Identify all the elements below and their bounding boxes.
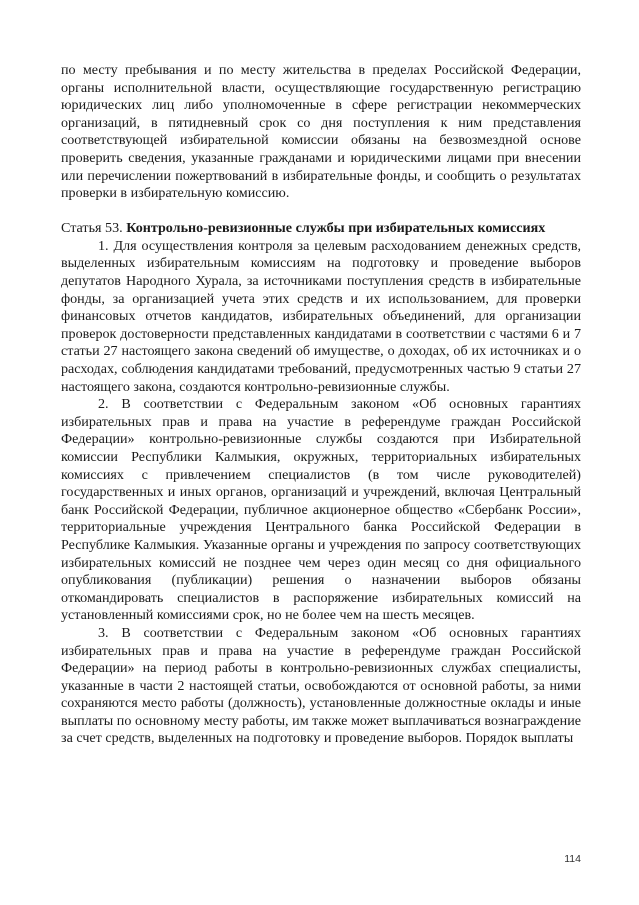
paragraph-1: 1. Для осуществления контроля за целевым расходованием денежных средств, выделенных избирательным комиссиям на подготовку и проведение выборов депутатов Народного Хурала, за источниками поступления средств в избирательные фонды, за организацией учета этих средств и их использованием, для проверки финансовых отчетов кандидатов, избирательных объединений, для организации проверок достоверности представленных кандидатами в соответствии с частями 6 и 7 статьи 27 настоящего закона сведений об имуществе, о доходах, об их источниках и о расходах, соблюдения кандидатами требований, предусмотренных частью 9 статьи 27 настоящего закона, создаются контрольно-ревизионные службы. xyxy=(61,237,581,395)
document-page xyxy=(61,62,581,748)
article-number: Статья 53. xyxy=(61,220,123,237)
intro-paragraph: по месту пребывания и по месту жительства в пределах Российской Федерации, органы исполнительной власти, осуществляющие государственную регистрацию юридических лиц либо уполномоченные в сфере регистрации некоммерческих организаций, в пятидневный срок со дня поступления к ним представления соответствующей избирательной комиссии обязаны на безвозмездной основе проверить сведения, указанные гражданами и юридическими лицами при внесении или перечислении пожертвований в избирательные фонды, и сообщить о результатах проверки в избирательную комиссию. xyxy=(61,62,581,202)
article-title: Контрольно-ревизионные службы при избирательных комиссиях xyxy=(126,220,546,237)
paragraph-3: 3. В соответствии с Федеральным законом «Об основных гарантиях избирательных прав и права на участие в референдуме граждан Российской Федерации» на период работы в контрольно-ревизионных службах специалисты, указанные в части 2 настоящей статьи, освобождаются от основной работы, за ними сохраняются место работы (должность), установленные должностные оклады и иные выплаты по основному месту работы, им также может выплачиваться вознаграждение за счет средств, выделенных на подготовку и проведение выборов. Порядок выплаты xyxy=(61,624,581,747)
article-heading xyxy=(61,220,581,238)
page-number: 114 xyxy=(564,853,581,865)
paragraph-2: 2. В соответствии с Федеральным законом «Об основных гарантиях избирательных прав и права на участие в референдуме граждан Российской Федерации» контрольно-ревизионные службы создаются при Избирательной комиссии Республики Калмыкия, окружных, территориальных избирательных комиссиях с привлечением специалистов (в том числе руководителей) государственных и иных органов, организаций и учреждений, включая Центральный банк Российской Федерации, публичное акционерное общество «Сбербанк России», территориальные учреждения Центрального банка Российской Федерации в Республике Калмыкия. Указанные органы и учреждения по запросу соответствующих избирательных комиссий не позднее чем через один месяц со дня официального опубликования (публикации) решения о назначении выборов обязаны откомандировать специалистов в распоряжение избирательных комиссий на установленный комиссиями срок, но не более чем на шесть месяцев. xyxy=(61,396,581,624)
